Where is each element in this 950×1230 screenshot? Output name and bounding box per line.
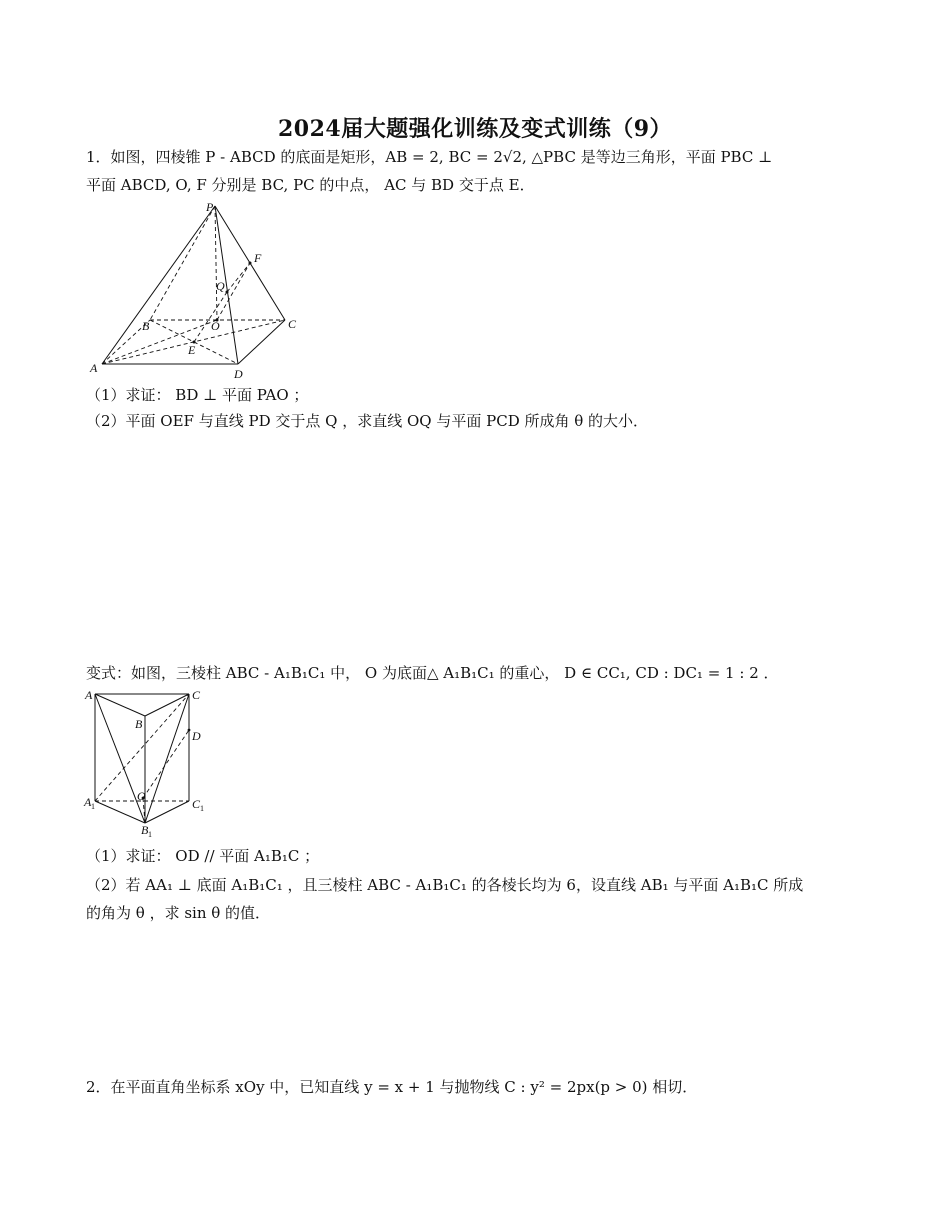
q1-statement-line1: 1．如图，四棱锥 P - ABCD 的底面是矩形，AB = 2, BC = 2√2, △PBC 是等边三角形，平面 PBC ⊥	[86, 148, 773, 166]
label-B: B	[142, 319, 150, 333]
q1-part2: （2）平面 OEF 与直线 PD 交于点 Q ，求直线 OQ 与平面 PCD 所成角 θ 的大小．	[86, 412, 649, 430]
seg-EQ	[194, 292, 227, 342]
page-title: 2024届大题强化训练及变式训练（9）	[277, 116, 673, 142]
variant-part2-line1: （2）若 AA₁ ⊥ 底面 A₁B₁C₁ ，且三棱柱 ABC - A₁B₁C₁ 的各棱长均为 6，设直线 AB₁ 与平面 A₁B₁C 所成	[86, 876, 804, 894]
q2-statement: 2．在平面直角坐标系 xOy 中，已知直线 y = x + 1 与抛物线 C : y² = 2px(p > 0) 相切．	[86, 1078, 698, 1096]
label-E: E	[188, 343, 196, 357]
variant-part1: （1）求证： OD // 平面 A₁B₁C ；	[86, 847, 320, 865]
seg-CB1	[145, 694, 189, 823]
label-A: A	[85, 688, 93, 702]
seg-OD	[143, 730, 189, 798]
label-P: P	[206, 200, 214, 214]
edge-PA	[102, 206, 215, 364]
label-F: F	[254, 251, 262, 265]
label-A1-sub: 1	[91, 802, 95, 811]
q1-part1: （1）求证： BD ⊥ 平面 PAO ；	[86, 386, 309, 404]
variant-part2-line2: 的角为 θ ，求 sin θ 的值．	[86, 904, 271, 922]
label-O: O	[211, 319, 220, 333]
label-C1: C	[192, 797, 201, 811]
seg-QF	[227, 263, 250, 292]
label-C1-sub: 1	[200, 804, 204, 813]
label-A: A	[90, 361, 98, 375]
edge-DC	[238, 320, 285, 364]
pyramid-figure	[80, 196, 310, 381]
label-B1-sub: 1	[148, 830, 152, 839]
point-F	[249, 262, 252, 265]
q1-statement-line2: 平面 ABCD, O, F 分别是 BC, PC 的中点， AC 与 BD 交于点 E．	[86, 176, 535, 194]
label-B1: B	[141, 823, 149, 837]
label-B: B	[135, 717, 143, 731]
label-D: D	[234, 367, 243, 381]
label-C: C	[288, 317, 297, 331]
seg-AB1	[95, 694, 145, 823]
variant-statement: 变式：如图，三棱柱 ABC - A₁B₁C₁ 中， O 为底面△ A₁B₁C₁ 的重心， D ∈ CC₁, CD : DC₁ = 1 : 2 ．	[86, 664, 779, 682]
seg-A1C	[95, 694, 189, 801]
label-C: C	[192, 688, 201, 702]
label-D: D	[192, 729, 201, 743]
point-D	[188, 729, 191, 732]
label-O: O	[137, 789, 146, 803]
seg-AO	[102, 320, 217, 364]
point-Q	[226, 291, 229, 294]
label-Q: Q	[216, 279, 225, 293]
prism-figure	[82, 686, 212, 838]
seg-PO	[215, 206, 217, 320]
edge-PB	[150, 206, 215, 320]
label-A1: A	[84, 795, 92, 809]
